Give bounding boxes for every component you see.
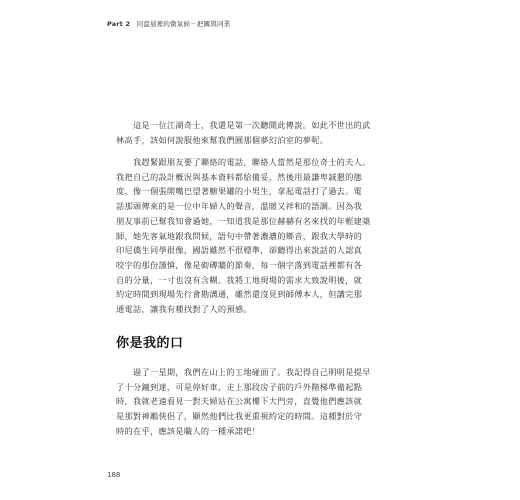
text-line: 話那頭傳來的是一位中年婦人的聲音，溫暖又祥和的語調。因為我 [116,201,363,212]
text-line: 自的分量，一寸也沒有含糊。我將工地現場的需求大致說明後，就 [116,274,363,285]
text-line: 約定時間到現場先行會勘溝通，雖然還沒見到師傅本人，但講完那 [116,289,363,300]
chapter-title: 同溫層裡的微氣候－把關與同業 [136,20,231,28]
text-line: 了十分鐘到達，可是停好車，走上那段房子前的戶外階梯準備起點 [116,381,363,392]
paragraph-phone-call [116,155,406,317]
part-label: Part 2 [107,20,131,28]
text-line: 這是一位江湖奇士，我還是第一次聽聞此傳說。如此不世出的武 [116,120,371,130]
section-heading: 你是我的口 [116,336,184,351]
text-line: 時，我就老遠看見一對夫婦站在公寓樓下大門旁，直覺他們應該就 [116,396,363,407]
text-line: 是那對神鵰俠侶了，顯然他們比我更重視約定的時間。這種對於守 [116,411,363,422]
running-header [107,19,230,28]
text-line: 林高手，該如何說服他來幫我們圓那個夢幻泊室的夢呢。 [116,134,329,145]
page-number: 188 [107,471,121,479]
text-line: 我把自己的設計概況與基本資料都給備妥，然後用最謙卑誠懇的態 [116,171,363,182]
text-line: 通電話，讓我有種找對了人的預感。 [116,304,252,315]
text-line: 過了一星期，我們在山上的工地碰面了。我記得自己明明是提早 [116,367,371,377]
paragraph-meeting [116,365,406,439]
text-line: 時的在乎，應該是職人的一種承諾吧！ [116,425,261,436]
paragraph-intro [116,118,406,147]
text-line: 師，她先客氣地跟我問候，語句中帶著濃濃的鄉音，跟我大學時的 [116,230,363,241]
text-line: 朋友事前已幫我知會過她，一知道我是那位赫赫有名來找的年輕建築 [116,215,371,226]
text-line: 印尼僑生同學很像，國語雖然不很標準，卻聽得出來說話的人認真 [116,245,363,256]
text-line: 我趕緊跟朋友要了聯絡的電話，聯絡人當然是那位奇士的夫人。 [116,157,371,167]
text-line: 咬字的那份謹慎，像是砌磚牆的節奏，每一個字落到電話裡都有各 [116,259,363,270]
text-line: 度，像一個張開嘴巴望著糖果罐的小男生，拿起電話打了過去。電 [116,186,363,197]
